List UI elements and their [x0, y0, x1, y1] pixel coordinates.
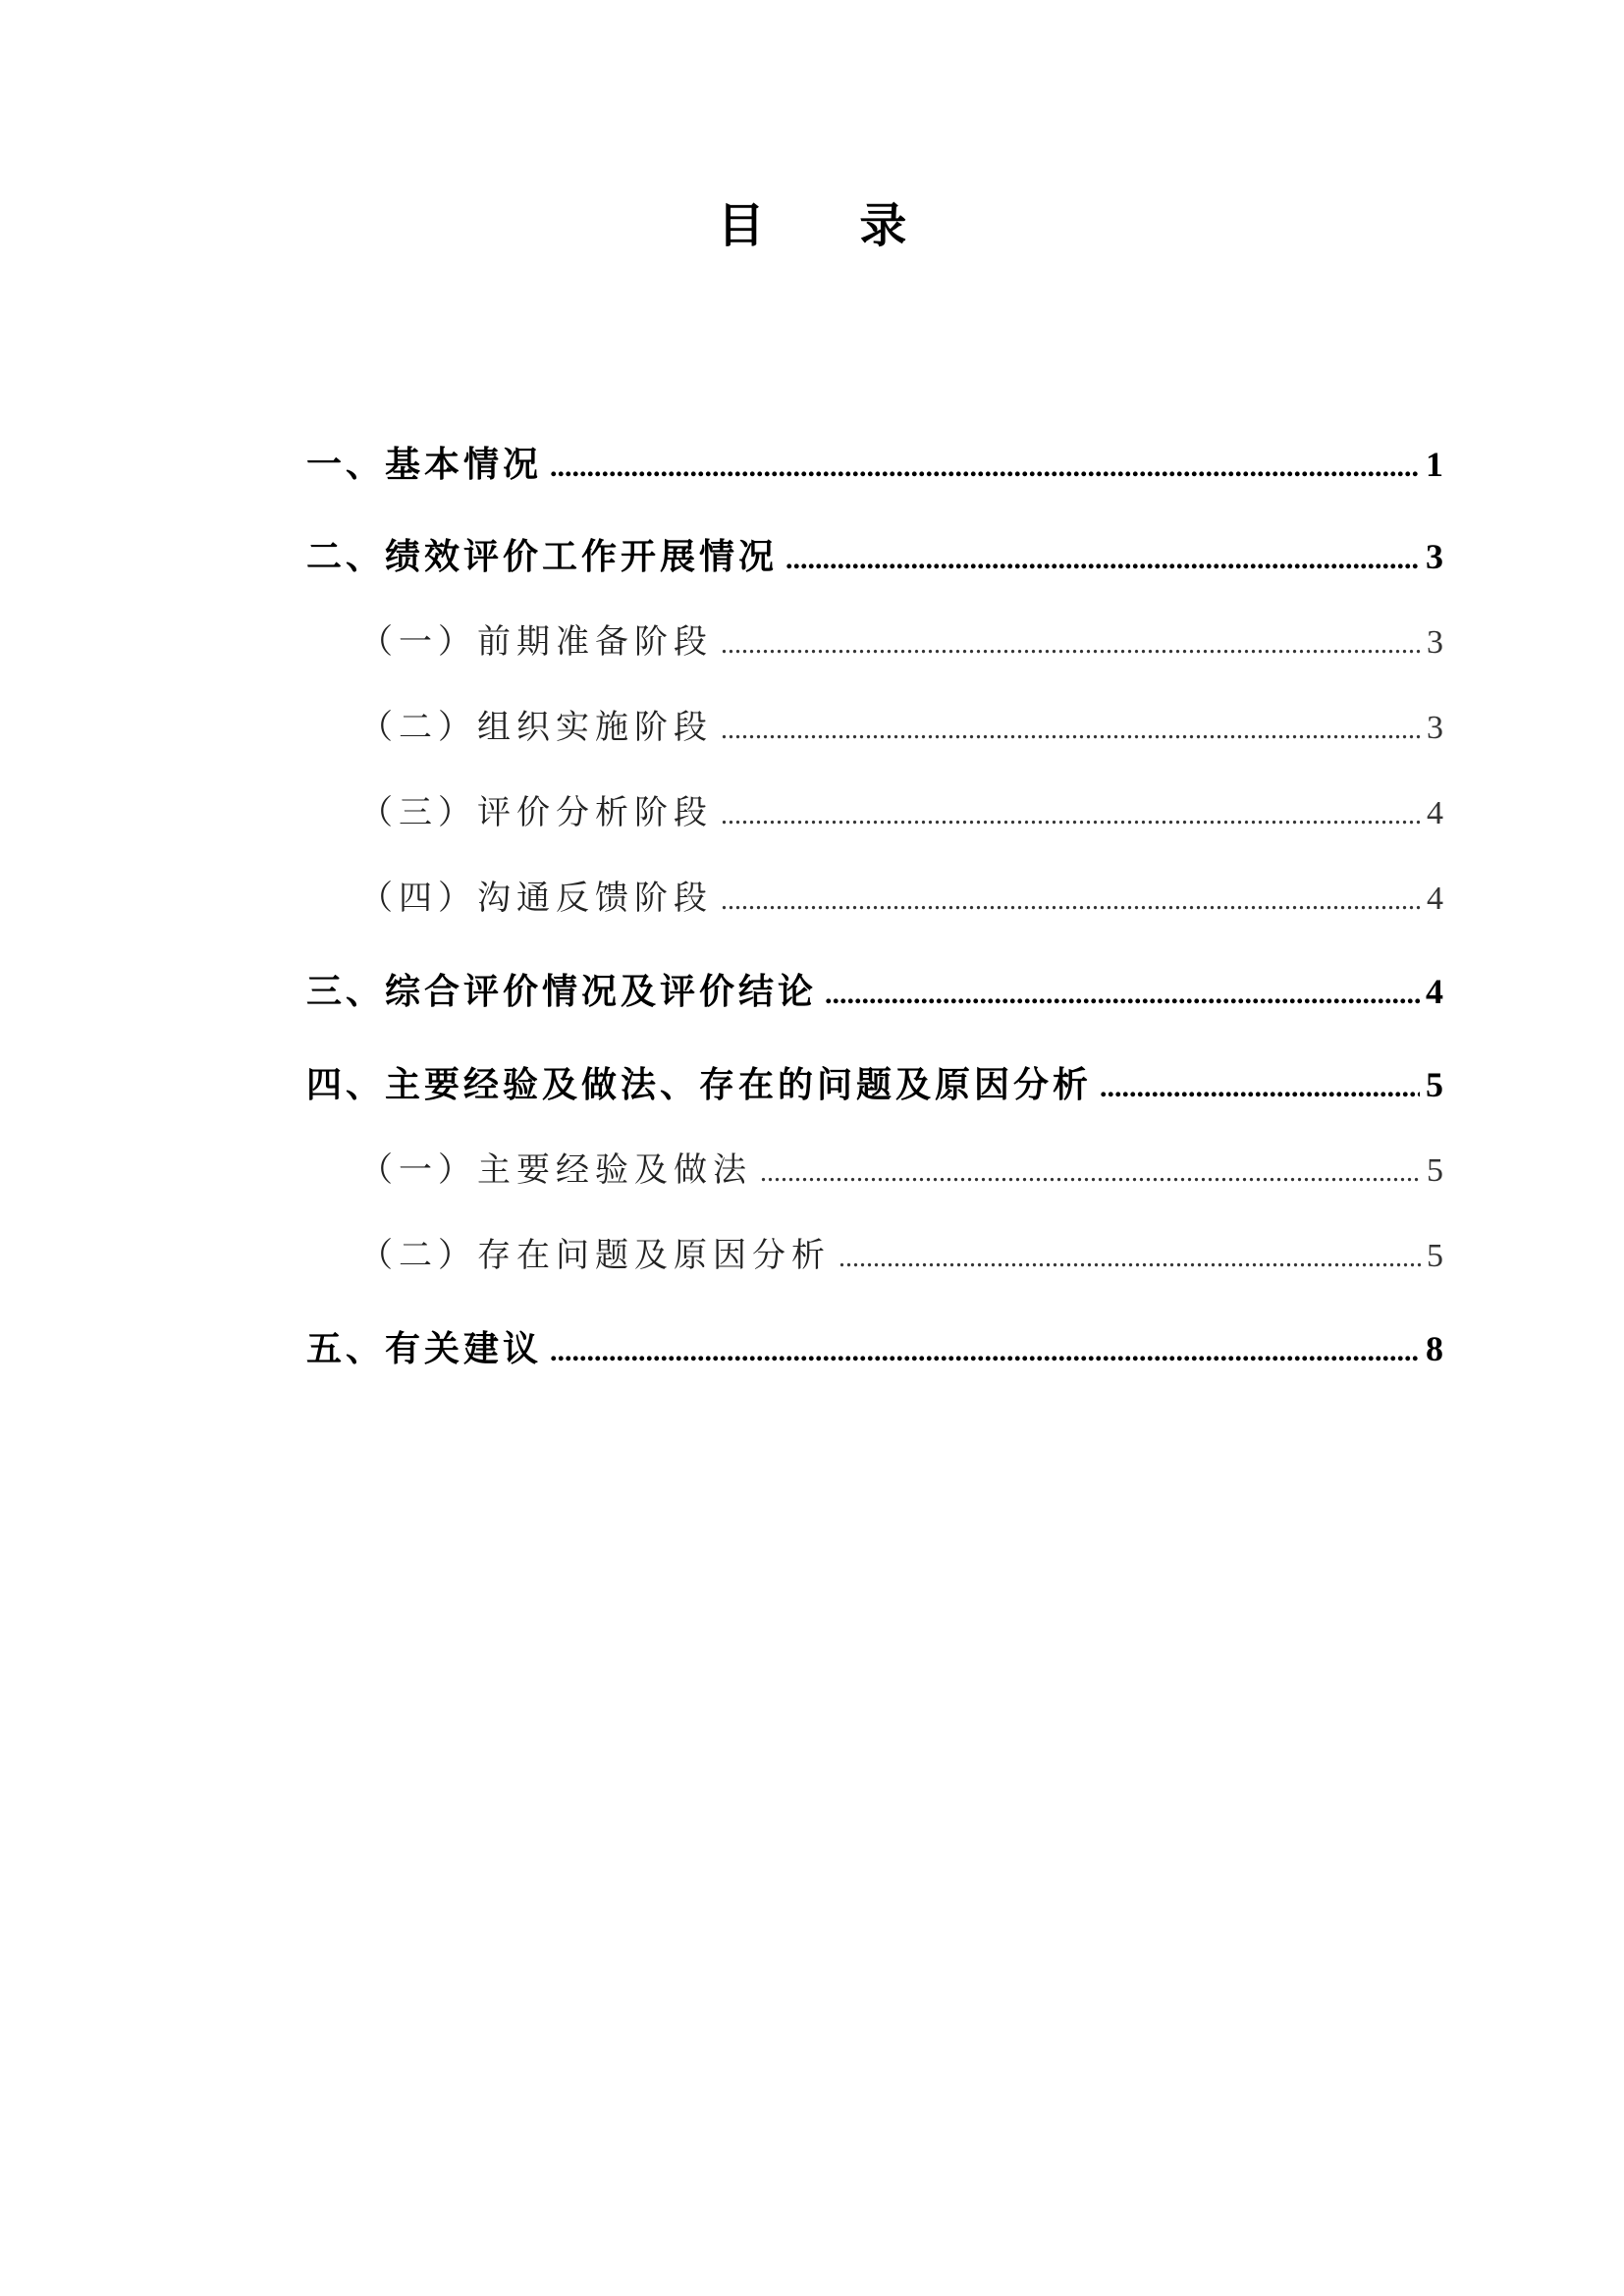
toc-entry[interactable]	[306, 440, 1443, 489]
toc-page-number: 3	[1427, 624, 1443, 661]
toc-sub-entry[interactable]	[306, 788, 1443, 837]
toc-dot-leader	[825, 970, 1420, 1019]
toc-page-number: 4	[1427, 881, 1443, 917]
toc-entry-label: 三、综合评价情况及评价结论	[306, 972, 818, 1012]
toc-entry[interactable]	[306, 967, 1443, 1016]
toc-entry-label: 五、有关建议	[306, 1329, 543, 1369]
toc-entry-label: （一）前期准备阶段	[359, 622, 713, 662]
toc-dot-leader	[550, 1327, 1420, 1376]
toc-sub-entry[interactable]	[306, 874, 1443, 923]
toc-dot-leader	[721, 706, 1421, 755]
toc-dot-leader	[550, 443, 1420, 492]
toc-entry-label: 一、基本情况	[306, 445, 543, 485]
toc-dot-leader	[721, 620, 1421, 669]
toc-page-number: 3	[1426, 537, 1443, 576]
toc-entry[interactable]	[306, 1060, 1443, 1109]
toc-entry-label: （一）主要经验及做法	[359, 1150, 752, 1190]
toc-dot-leader	[760, 1148, 1421, 1198]
toc-entry-label: 二、绩效评价工作开展情况	[306, 537, 779, 577]
toc-page-number: 5	[1427, 1238, 1443, 1274]
toc-sub-entry[interactable]	[306, 1231, 1443, 1280]
toc-page-number: 3	[1427, 710, 1443, 746]
page-title: 目 录	[717, 198, 947, 253]
toc-page-number: 8	[1426, 1329, 1443, 1368]
toc-dot-leader	[839, 1234, 1421, 1283]
toc-dot-leader	[721, 877, 1421, 926]
toc-entry-label: （二）组织实施阶段	[359, 708, 713, 747]
toc-sub-entry[interactable]	[306, 617, 1443, 667]
toc-dot-leader	[785, 535, 1420, 584]
toc-page-number: 4	[1427, 795, 1443, 831]
toc-page-number: 5	[1427, 1152, 1443, 1189]
toc-page-number: 4	[1426, 972, 1443, 1011]
toc-entry-label: （二）存在问题及原因分析	[359, 1236, 831, 1275]
toc-page-number: 5	[1426, 1065, 1443, 1104]
toc-page-number: 1	[1426, 445, 1443, 484]
toc-entry-label: （三）评价分析阶段	[359, 793, 713, 832]
toc-dot-leader	[1100, 1063, 1420, 1112]
toc-entry[interactable]	[306, 1324, 1443, 1373]
toc-entry-label: （四）沟通反馈阶段	[359, 879, 713, 918]
toc-entry-label: 四、主要经验及做法、存在的问题及原因分析	[306, 1065, 1093, 1105]
toc-sub-entry[interactable]	[306, 1146, 1443, 1195]
toc-entry[interactable]	[306, 532, 1443, 581]
toc-dot-leader	[721, 791, 1421, 840]
toc-sub-entry[interactable]	[306, 703, 1443, 752]
